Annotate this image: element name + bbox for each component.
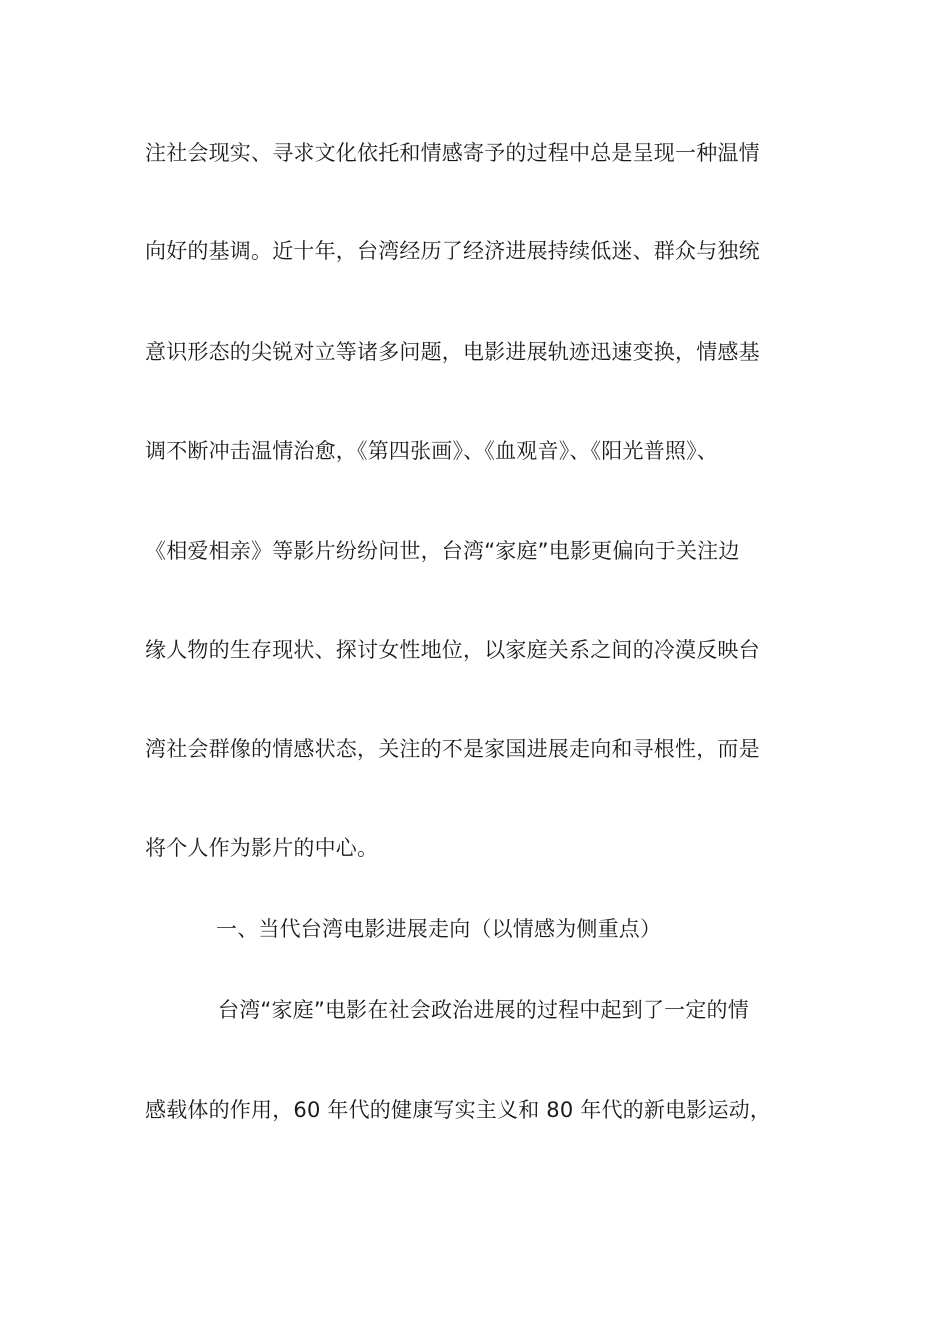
body-text-line: 调不断冲击温情治愈，《第四张画》、《血观音》、《阳光普照》、 bbox=[145, 439, 718, 463]
body-text-line: 《相爱相亲》等影片纷纷问世，台湾“家庭”电影更偏向于关注边 bbox=[145, 539, 740, 563]
body-text-line: 向好的基调。近十年，台湾经历了经济进展持续低迷、群众与独统 bbox=[145, 239, 760, 263]
body-text-line: 将个人作为影片的中心。 bbox=[145, 836, 379, 860]
body-text-line: 缘人物的生存现状、探讨女性地位，以家庭关系之间的冷漠反映台 bbox=[145, 638, 760, 662]
body-text-line: 意识形态的尖锐对立等诸多问题，电影进展轨迹迅速变换，情感基 bbox=[145, 340, 760, 364]
body-text-line: 注社会现实、寻求文化依托和情感寄予的过程中总是呈现一种温情 bbox=[145, 141, 760, 165]
section-heading: 一、当代台湾电影进展走向（以情感为侧重点） bbox=[216, 917, 662, 941]
paragraph-first-line: 台湾“家庭”电影在社会政治进展的过程中起到了一定的情 bbox=[218, 998, 749, 1022]
body-text-line: 湾社会群像的情感状态，关注的不是家国进展走向和寻根性，而是 bbox=[145, 737, 760, 761]
body-text-line: 感载体的作用，60 年代的健康写实主义和 80 年代的新电影运动， bbox=[145, 1098, 772, 1122]
